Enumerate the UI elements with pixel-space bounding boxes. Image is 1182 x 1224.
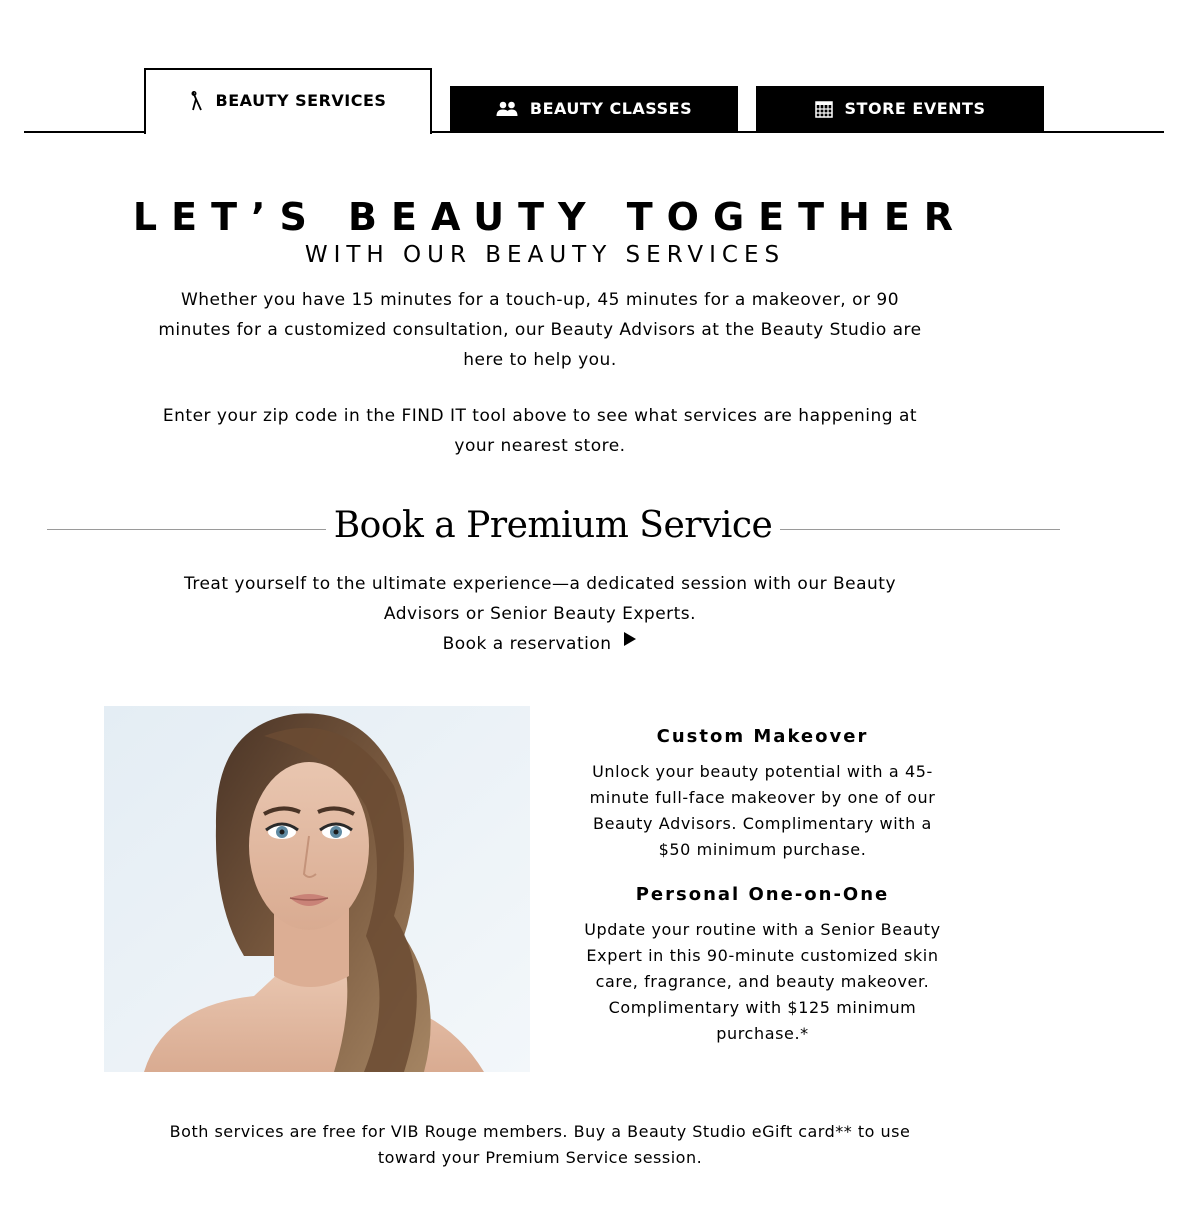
- footer-note: Both services are free for VIB Rouge members. Buy a Beauty Studio eGift card** to use toward your Premium Service session.: [169, 1122, 911, 1167]
- book-reservation-link[interactable]: [0, 629, 1080, 659]
- eyelash-curler-icon: [190, 91, 204, 111]
- custom-makeover-description: Unlock your beauty potential with a 45-minute full-face makeover by one of our Beauty Advisors. Complimentary with a $50 minimum purchase.: [589, 762, 936, 859]
- tab-store-events[interactable]: [756, 86, 1044, 131]
- premium-heading: Book a Premium Service: [333, 505, 773, 546]
- book-reservation-label: Book a reservation: [442, 634, 612, 654]
- page-title: LET’S BEAUTY TOGETHER: [132, 195, 968, 239]
- section-divider-right: [780, 529, 1060, 530]
- tab-beauty-classes[interactable]: [450, 86, 738, 131]
- model-portrait-image: [104, 706, 530, 1072]
- personal-one-on-one-description: Update your routine with a Senior Beauty Expert in this 90-minute customized skin care, fragrance, and beauty makeover. Complimentary with $125 minimum purchase.*: [584, 920, 941, 1043]
- tab-beauty-services[interactable]: [144, 68, 432, 134]
- tab-baseline-left: [24, 131, 146, 133]
- play-arrow-icon: [623, 627, 637, 657]
- calendar-icon: [815, 100, 833, 118]
- tab-bar: [0, 0, 1182, 140]
- people-icon: [496, 101, 518, 117]
- personal-one-on-one-title: Personal One-on-One: [635, 884, 890, 905]
- tab-label: BEAUTY CLASSES: [529, 99, 693, 118]
- custom-makeover-title: Custom Makeover: [656, 726, 869, 747]
- tab-label: BEAUTY SERVICES: [215, 91, 387, 110]
- find-it-note: Enter your zip code in the FIND IT tool above to see what services are happening at your nearest store.: [162, 406, 918, 456]
- tab-baseline-right: [430, 131, 1164, 133]
- section-divider-left: [47, 529, 326, 530]
- page-subtitle: WITH OUR BEAUTY SERVICES: [304, 242, 786, 268]
- premium-description: Treat yourself to the ultimate experience—a dedicated session with our Beauty Advisors or Senior Beauty Experts.: [183, 574, 897, 624]
- intro-text: Whether you have 15 minutes for a touch-up, 45 minutes for a makeover, or 90 minutes for a customized consultation, our Beauty Advisors at the Beauty Studio are here to help you.: [158, 290, 922, 370]
- tab-label: STORE EVENTS: [844, 99, 986, 118]
